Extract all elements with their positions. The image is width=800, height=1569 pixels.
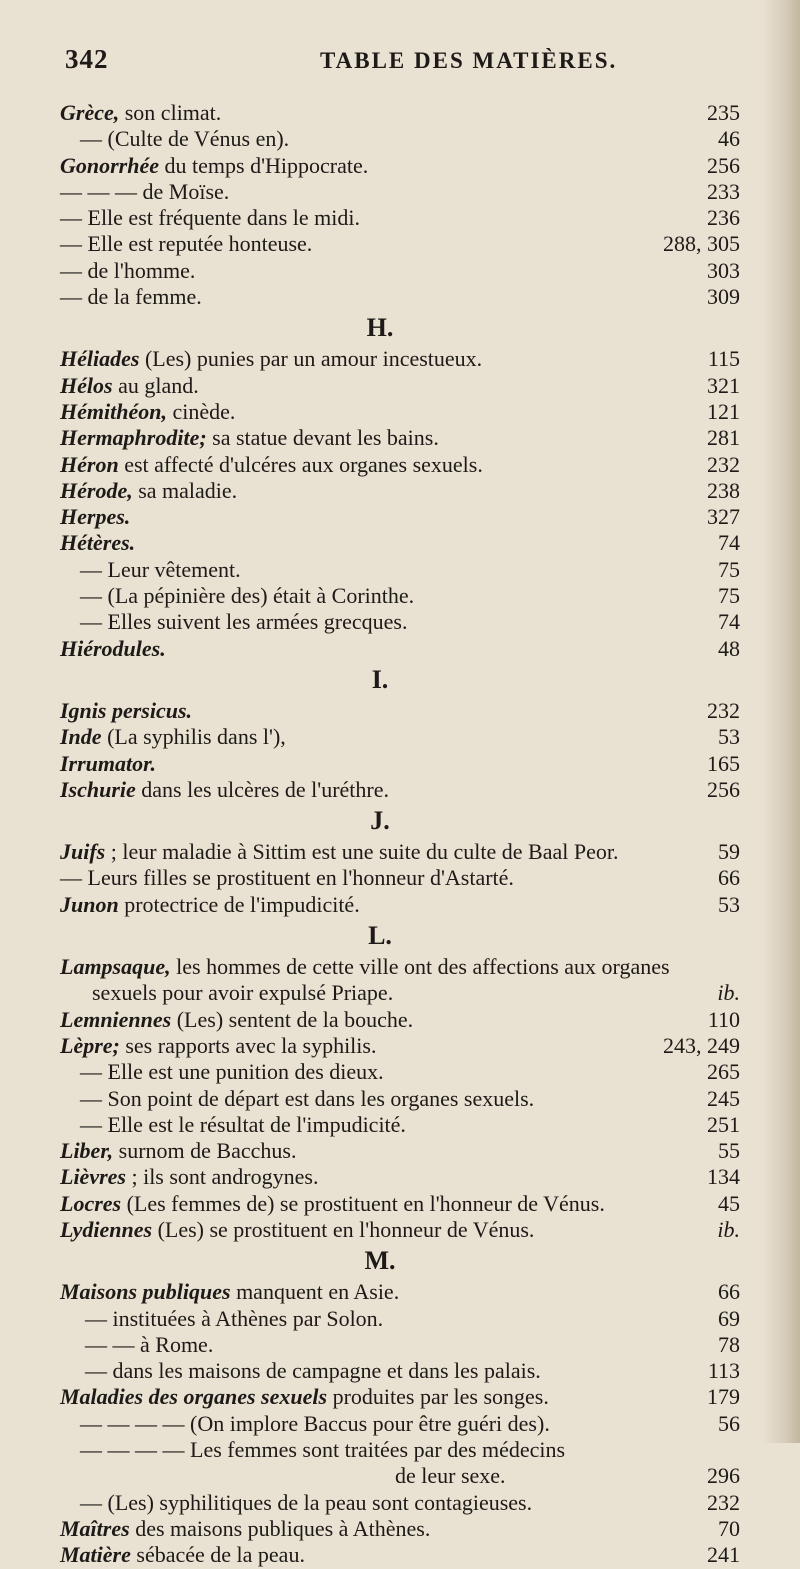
index-entry — [60, 1306, 740, 1332]
entry-description: — Elle est fréquente dans le midi. — [60, 205, 360, 231]
entry-text — [80, 1112, 406, 1138]
index-entry — [60, 1437, 740, 1463]
entry-text — [60, 1007, 413, 1033]
entry-description: — — — — (On implore Baccus pour être guéri des). — [80, 1410, 550, 1436]
entry-description: des maisons publiques à Athènes. — [129, 1515, 431, 1541]
entry-description: ; leur maladie à Sittim est une suite du culte de Baal Peor. — [105, 839, 619, 865]
entry-page-ref: 113 — [707, 1358, 740, 1384]
entry-term: Hermaphrodite; — [60, 425, 207, 451]
index-entry — [60, 425, 740, 451]
entry-term: Grèce, — [60, 100, 120, 125]
index-entry — [60, 399, 740, 425]
entry-text — [60, 1217, 534, 1243]
entry-term: Ignis persicus. — [60, 697, 193, 723]
entry-description: — de la femme. — [60, 284, 202, 310]
entry-description: produites par les songes. — [327, 1384, 549, 1410]
index-entry — [60, 1007, 740, 1033]
entry-term: Lydiennes — [60, 1216, 153, 1242]
running-title: TABLE DES MATIÈRES. — [320, 48, 618, 73]
section-letter-label: H. — [366, 313, 394, 343]
entry-term: Ischurie — [60, 776, 136, 802]
entry-page-ref: 74 — [718, 530, 740, 556]
entry-text — [80, 1437, 565, 1463]
entry-description: — dans les maisons de campagne et dans les palais. — [85, 1358, 541, 1384]
entry-term: Lemniennes — [60, 1006, 172, 1032]
index-entry — [60, 1384, 740, 1410]
index-entry — [60, 1542, 740, 1568]
index-entry — [60, 557, 740, 583]
entry-page-ref: 303 — [707, 257, 740, 283]
entry-text — [85, 1332, 213, 1358]
entry-description: — de l'homme. — [60, 257, 196, 283]
entry-description: de leur sexe. — [395, 1463, 506, 1489]
index-entry — [60, 100, 740, 126]
entry-text — [60, 865, 514, 891]
entry-term: Herpes. — [60, 504, 131, 530]
section-letter — [60, 803, 740, 839]
entry-page-ref: 165 — [707, 750, 740, 776]
entry-page-ref: 309 — [707, 284, 740, 310]
index-entry — [60, 1463, 740, 1489]
index-entry — [60, 1059, 740, 1085]
section-letter — [60, 310, 740, 346]
entry-text — [60, 399, 235, 425]
entry-text — [60, 373, 199, 399]
entry-text — [60, 205, 360, 231]
entry-page-ref: 53 — [718, 891, 740, 917]
entry-description: sébacée de la peau. — [130, 1542, 305, 1568]
entry-text — [60, 425, 439, 451]
entry-text — [60, 1542, 305, 1568]
entry-description: protectrice de l'impudicité. — [118, 891, 360, 917]
index-entry — [60, 530, 740, 556]
entry-page-ref: 265 — [707, 1059, 740, 1085]
entry-page-ref: 236 — [707, 205, 740, 231]
entry-text — [60, 839, 618, 865]
entry-text — [80, 1411, 550, 1437]
entry-page-ref: ib. — [717, 980, 740, 1006]
index-entry — [60, 284, 740, 310]
entry-page-ref: 46 — [718, 126, 740, 152]
entry-page-ref: 115 — [707, 346, 740, 372]
entry-text — [80, 1490, 532, 1516]
entry-page-ref: 281 — [707, 425, 740, 451]
entry-page-ref: 56 — [718, 1410, 740, 1436]
entry-page-ref: 69 — [718, 1305, 740, 1331]
entry-page-ref: 45 — [718, 1190, 740, 1216]
entry-description: — — — de Moïse. — [60, 178, 230, 204]
entry-text — [60, 698, 192, 724]
entry-page-ref: 241 — [707, 1542, 740, 1568]
entry-page-ref: 232 — [707, 451, 740, 477]
section-letter-label: I. — [371, 664, 389, 694]
entry-page-ref: 75 — [718, 556, 740, 582]
entry-term: Hiérodules. — [60, 635, 166, 661]
entry-page-ref: 66 — [718, 1279, 740, 1305]
entry-text — [60, 153, 368, 179]
entry-description: — (La pépinière des) était à Corinthe. — [80, 583, 415, 609]
entry-page-ref: 235 — [707, 100, 740, 125]
index-entry — [60, 1138, 740, 1164]
entry-text — [60, 346, 482, 372]
entry-page-ref: 238 — [707, 477, 740, 503]
index-entry — [60, 839, 740, 865]
index-entry — [60, 1332, 740, 1358]
entry-description: dans les ulcères de l'uréthre. — [135, 776, 389, 802]
entry-text — [60, 504, 130, 530]
index-entry — [60, 1358, 740, 1384]
entry-page-ref: 110 — [707, 1006, 740, 1032]
entry-term: Lampsaque, — [60, 954, 171, 980]
entry-text — [60, 179, 229, 205]
index-entry — [60, 258, 740, 284]
entry-term: Maîtres — [60, 1515, 130, 1541]
entry-description: — Leurs filles se prostituent en l'honneur d'Astarté. — [60, 865, 514, 891]
entry-term: Hémithéon, — [60, 398, 167, 424]
entry-description: cinède. — [166, 398, 236, 424]
entry-description: sexuels pour avoir expulsé Priape. — [92, 980, 394, 1006]
entry-term: Juifs — [60, 839, 106, 865]
entry-page-ref: 74 — [718, 609, 740, 635]
entry-text — [60, 724, 286, 750]
entry-page-ref: 55 — [718, 1138, 740, 1164]
index-entry — [60, 865, 740, 891]
entry-text — [80, 583, 414, 609]
entry-text — [85, 1306, 383, 1332]
entry-text — [60, 231, 312, 257]
entry-description: du temps d'Hippocrate. — [159, 152, 369, 178]
entry-text — [60, 258, 195, 284]
entry-text — [60, 1138, 296, 1164]
entry-page-ref: 256 — [707, 152, 740, 178]
entry-page-ref: 53 — [718, 724, 740, 750]
index-entry — [60, 636, 740, 662]
entry-page-ref: 243, 249 — [663, 1032, 740, 1058]
entry-page-ref: 59 — [718, 839, 740, 865]
section-letter-label: M. — [364, 1246, 396, 1276]
section-letter-label: L. — [368, 921, 392, 951]
entry-description: — Son point de départ est dans les organes sexuels. — [80, 1085, 535, 1111]
entry-text — [80, 557, 241, 583]
index-entry — [60, 698, 740, 724]
entry-description: au gland. — [112, 372, 199, 398]
entry-description: manquent en Asie. — [230, 1279, 400, 1305]
entry-description: ; ils sont androgynes. — [125, 1164, 319, 1190]
index-entry — [60, 1516, 740, 1542]
entry-page-ref: 75 — [718, 583, 740, 609]
index-list — [60, 100, 740, 1569]
section-letter — [60, 1243, 740, 1279]
entry-description: (Les) se prostituent en l'honneur de Vénus. — [152, 1216, 535, 1242]
section-letter — [60, 918, 740, 954]
index-entry — [60, 452, 740, 478]
index-entry — [60, 724, 740, 750]
entry-description: — — à Rome. — [85, 1331, 214, 1357]
entry-description: (Les) sentent de la bouche. — [171, 1006, 414, 1032]
entry-text — [60, 1191, 605, 1217]
entry-term: Liber, — [60, 1138, 114, 1164]
entry-page-ref: 66 — [718, 865, 740, 891]
entry-text — [60, 530, 135, 556]
entry-term: Matière — [60, 1542, 131, 1568]
index-entry — [60, 346, 740, 372]
entry-description: son climat. — [119, 100, 222, 125]
entry-term: Locres — [60, 1190, 122, 1216]
index-entry — [60, 954, 740, 980]
index-entry — [60, 583, 740, 609]
entry-description: (Les femmes de) se prostituent en l'honneur de Vénus. — [121, 1190, 605, 1216]
entry-page-ref: 121 — [707, 398, 740, 424]
entry-term: Inde — [60, 724, 102, 750]
entry-description: — Elle est une punition des dieux. — [80, 1059, 384, 1085]
page-header — [65, 44, 705, 74]
entry-page-ref: 232 — [707, 1489, 740, 1515]
index-entry — [60, 609, 740, 635]
index-entry — [60, 1490, 740, 1516]
index-entry — [60, 504, 740, 530]
index-entry — [60, 1164, 740, 1190]
entry-page-ref: 134 — [707, 1164, 740, 1190]
entry-description: (La syphilis dans l'), — [101, 724, 286, 750]
section-letter — [60, 662, 740, 698]
entry-description: sa maladie. — [132, 477, 238, 503]
entry-term: Maladies des organes sexuels — [60, 1384, 328, 1410]
index-entry — [60, 373, 740, 399]
index-entry — [60, 1086, 740, 1112]
entry-description: est affecté d'ulcéres aux organes sexuels. — [118, 451, 483, 477]
entry-term: Hélos — [60, 372, 113, 398]
entry-term: Irrumator. — [60, 750, 156, 776]
entry-description: les hommes de cette ville ont des affections aux organes — [170, 954, 670, 980]
entry-page-ref: 232 — [707, 697, 740, 723]
entry-description: (Les) punies par un amour incestueux. — [139, 346, 483, 372]
entry-text — [80, 609, 407, 635]
entry-description: — Elle est le résultat de l'impudicité. — [80, 1111, 406, 1137]
entry-text — [60, 1279, 399, 1305]
entry-page-ref: 78 — [718, 1331, 740, 1357]
entry-text — [80, 1059, 384, 1085]
index-entry — [60, 153, 740, 179]
entry-text — [92, 980, 393, 1006]
index-entry — [60, 126, 740, 152]
entry-term: Gonorrhée — [60, 152, 160, 178]
index-entry — [60, 1411, 740, 1437]
entry-description: — Elle est reputée honteuse. — [60, 231, 313, 257]
index-entry — [60, 1279, 740, 1305]
entry-term: Maisons publiques — [60, 1279, 231, 1305]
entry-term: Héliades — [60, 346, 140, 372]
index-entry — [60, 1217, 740, 1243]
entry-page-ref: 256 — [707, 776, 740, 802]
entry-term: Lèpre; — [60, 1032, 120, 1058]
entry-text — [60, 100, 221, 126]
entry-text — [60, 751, 156, 777]
entry-text — [60, 452, 483, 478]
index-entry — [60, 478, 740, 504]
entry-page-ref: 179 — [707, 1384, 740, 1410]
entry-description: surnom de Bacchus. — [113, 1138, 297, 1164]
entry-text — [395, 1463, 506, 1489]
entry-page-ref: 48 — [718, 635, 740, 661]
entry-text — [80, 126, 289, 152]
entry-text — [60, 1516, 430, 1542]
index-entry — [60, 179, 740, 205]
entry-text — [85, 1358, 541, 1384]
index-entry — [60, 205, 740, 231]
entry-page-ref: 251 — [707, 1111, 740, 1137]
entry-text — [80, 1086, 534, 1112]
entry-text — [60, 954, 670, 980]
entry-description: — Elles suivent les armées grecques. — [80, 609, 408, 635]
entry-text — [60, 478, 237, 504]
entry-description: — — — — Les femmes sont traitées par des médecins — [80, 1437, 566, 1463]
index-entry — [60, 1191, 740, 1217]
entry-description: sa statue devant les bains. — [206, 425, 439, 451]
entry-text — [60, 1164, 318, 1190]
entry-page-ref: 296 — [707, 1463, 740, 1489]
index-entry — [60, 980, 740, 1006]
entry-page-ref: 288, 305 — [663, 231, 740, 257]
entry-page-ref: ib. — [717, 1216, 740, 1242]
entry-page-ref: 245 — [707, 1085, 740, 1111]
entry-term: Hérode, — [60, 477, 133, 503]
entry-text — [60, 1033, 376, 1059]
page-edge-shadow — [762, 0, 800, 1443]
page-number: 342 — [65, 44, 109, 74]
entry-text — [60, 777, 389, 803]
index-entry — [60, 1033, 740, 1059]
index-entry — [60, 1112, 740, 1138]
entry-description: — instituées à Athènes par Solon. — [85, 1305, 384, 1331]
entry-page-ref: 327 — [707, 504, 740, 530]
entry-page-ref: 70 — [718, 1515, 740, 1541]
entry-page-ref: 321 — [707, 372, 740, 398]
entry-term: Junon — [60, 891, 119, 917]
entry-term: Héron — [60, 451, 119, 477]
entry-text — [60, 636, 166, 662]
index-entry — [60, 751, 740, 777]
index-entry — [60, 777, 740, 803]
entry-text — [60, 284, 202, 310]
entry-term: Hétères. — [60, 530, 136, 556]
entry-term: Lièvres — [60, 1164, 126, 1190]
entry-text — [60, 892, 360, 918]
entry-description: — Leur vêtement. — [80, 556, 241, 582]
entry-text — [60, 1384, 549, 1410]
entry-description: ses rapports avec la syphilis. — [119, 1032, 377, 1058]
entry-page-ref: 233 — [707, 178, 740, 204]
section-letter-label: J. — [370, 806, 390, 836]
index-entry — [60, 892, 740, 918]
entry-description: — (Culte de Vénus en). — [80, 126, 290, 152]
index-entry — [60, 231, 740, 257]
entry-description: — (Les) syphilitiques de la peau sont contagieuses. — [80, 1489, 533, 1515]
